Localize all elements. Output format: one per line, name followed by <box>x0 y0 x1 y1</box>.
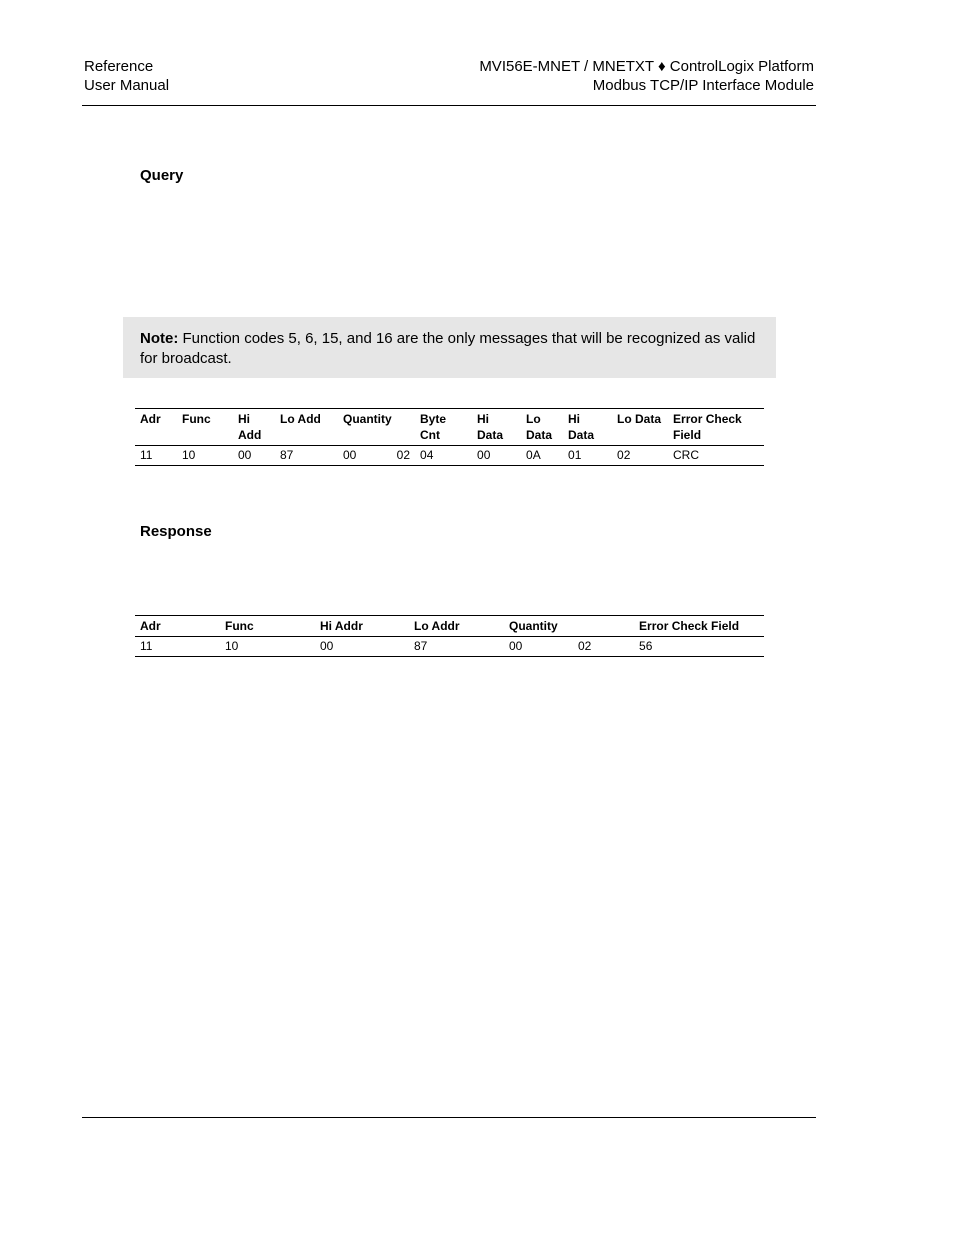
table-cell: 02 <box>578 639 592 653</box>
header-right <box>479 57 814 95</box>
column-header: Lo Data <box>526 412 553 442</box>
column-header: Lo Addr <box>414 619 460 633</box>
column-header: Adr <box>140 412 161 426</box>
header-left <box>84 57 169 95</box>
table-cell: 0A <box>526 448 541 462</box>
table-cell: 00 <box>509 639 523 653</box>
table-cell: 87 <box>280 448 294 462</box>
response-heading: Response <box>140 523 212 540</box>
table-cell: 00 <box>477 448 491 462</box>
table-cell: 00 <box>320 639 334 653</box>
column-header: Lo Add <box>280 412 321 426</box>
header-section-title: Reference <box>84 58 154 75</box>
header-product-name: MVI56E-MNET / MNETXT ♦ ControlLogix Platform <box>479 58 814 75</box>
table-cell: 04 <box>420 448 434 462</box>
table-cell: 56 <box>639 639 653 653</box>
query-heading: Query <box>140 167 184 184</box>
response-table-header-row <box>135 616 764 637</box>
query-table-header-row <box>135 409 764 446</box>
header-document-type: User Manual <box>84 77 170 94</box>
response-table <box>135 615 764 657</box>
table-cell: 02 <box>396 448 411 462</box>
column-header: Adr <box>140 619 161 633</box>
table-cell: 10 <box>225 639 239 653</box>
column-header: Hi Add <box>238 412 262 442</box>
note-text: Function codes 5, 6, 15, and 16 are the only messages that will be recognized as valid for broadcast. <box>140 330 756 367</box>
column-header: Byte Cnt <box>420 412 447 442</box>
table-row <box>135 637 764 657</box>
column-header: Error Check Field <box>673 412 742 442</box>
note-label: Note: <box>140 330 179 347</box>
table-cell: 02 <box>617 448 631 462</box>
column-header: Hi Data <box>477 412 504 442</box>
note-box <box>123 317 776 378</box>
table-cell: 01 <box>568 448 582 462</box>
column-header: Func <box>225 619 254 633</box>
column-header: Hi Addr <box>320 619 363 633</box>
table-cell: 87 <box>414 639 428 653</box>
table-cell: CRC <box>673 448 700 462</box>
table-cell: 11 <box>140 639 153 653</box>
table-cell: 10 <box>182 448 196 462</box>
table-cell: 00 <box>238 448 252 462</box>
table-row <box>135 446 764 466</box>
column-header: Lo Data <box>617 412 662 426</box>
column-header: Quantity <box>509 619 558 633</box>
header-rule <box>82 105 816 106</box>
column-header: Hi Data <box>568 412 595 442</box>
header-module-name: Modbus TCP/IP Interface Module <box>592 77 814 94</box>
column-header: Quantity <box>343 412 392 426</box>
column-header: Func <box>182 412 211 426</box>
table-cell: 11 <box>140 448 153 462</box>
query-table <box>135 408 764 466</box>
column-header: Error Check Field <box>639 619 740 633</box>
table-cell: 00 <box>343 448 357 462</box>
footer-rule <box>82 1117 816 1118</box>
